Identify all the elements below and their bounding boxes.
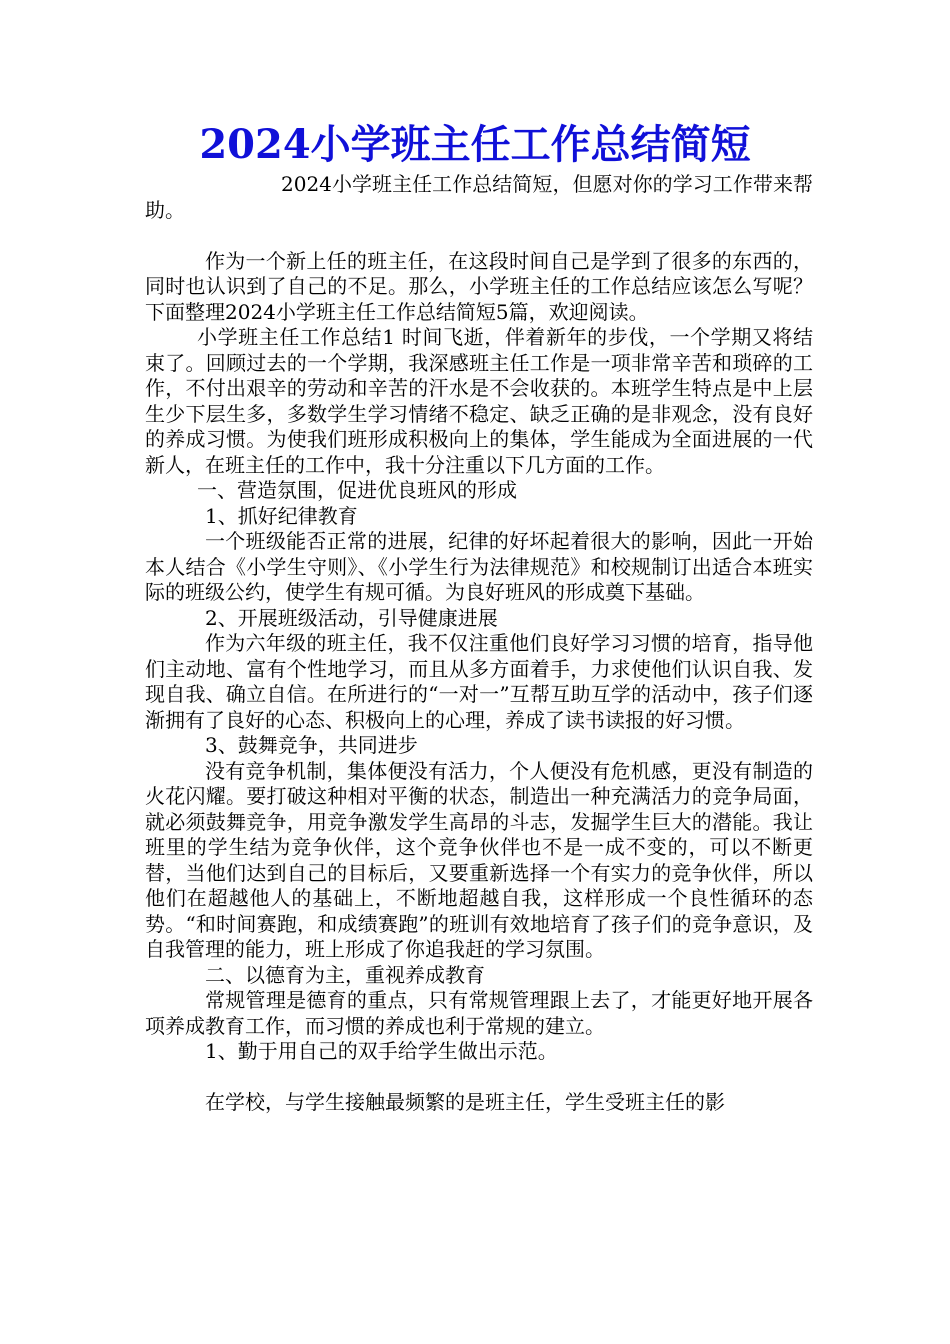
body-paragraph: 作为一个新上任的班主任，在这段时间自己是学到了很多的东西的，同时也认识到了自己的不足。那么，小学班主任的工作总结应该怎么写呢？下面整理2024小学班主任工作总结简短5篇，欢迎阅读。 bbox=[145, 248, 813, 324]
blank-line bbox=[145, 223, 813, 249]
subsection-heading: 3、鼓舞竞争，共同进步 bbox=[205, 733, 418, 757]
body-paragraph: 没有竞争机制，集体便没有活力，个人便没有危机感，更没有制造的火花闪耀。要打破这种相对平衡的状态，制造出一种充满活力的竞争局面，就必须鼓舞竞争，用竞争激发学生高昂的斗志，发掘学生巨大的潜能。我让班里的学生结为竞争伙伴，这个竞争伙伴也不是一成不变的，可以不断更替，当他们达到自己的目标后，又要重新选择一个有实力的竞争伙伴，所以他们在超越他人的基础上，不断地超越自我，这样形成一个良性循环的态势。“和时间赛跑，和成绩赛跑”的班训有效地培育了孩子们的竞争意识，及自我管理的能力，班上形成了你追我赶的学习氛围。 bbox=[145, 758, 813, 961]
body-paragraph: 常规管理是德育的重点，只有常规管理跟上去了，才能更好地开展各项养成教育工作，而习惯的养成也利于常规的建立。 bbox=[145, 988, 813, 1038]
body-paragraph: 一个班级能否正常的进展，纪律的好坏起着很大的影响，因此一开始本人结合《小学生守则》、《小学生行为法律规范》和校规制订出适合本班实际的班级公约，使学生有规可循。为良好班风的形成奠下基础。 bbox=[145, 529, 813, 604]
subsection-heading: 1、勤于用自己的双手给学生做出示范。 bbox=[205, 1039, 558, 1063]
blank-line bbox=[145, 1065, 813, 1091]
document-body bbox=[145, 172, 813, 1116]
body-paragraph: 小学班主任工作总结1 时间飞逝，伴着新年的步伐，一个学期又将结束了。回顾过去的一个学期，我深感班主任工作是一项非常辛苦和琐碎的工作，不付出艰辛的劳动和辛苦的汗水是不会收获的。本班学生特点是中上层生少下层生多，多数学生学习情绪不稳定、缺乏正确的是非观念，没有良好的养成习惯。为使我们班形成积极向上的集体，学生能成为全面进展的一代新人，在班主任的工作中，我十分注重以下几方面的工作。 bbox=[145, 325, 813, 477]
body-paragraph: 在学校，与学生接触最频繁的是班主任，学生受班主任的影 bbox=[205, 1090, 725, 1114]
subsection-heading: 2、开展班级活动，引导健康进展 bbox=[205, 605, 498, 630]
section-heading: 二、以德育为主，重视养成教育 bbox=[205, 962, 485, 987]
subsection-heading: 1、抓好纪律教育 bbox=[205, 503, 358, 528]
body-paragraph: 作为六年级的班主任，我不仅注重他们良好学习习惯的培育，指导他们主动地、富有个性地学习，而且从多方面着手，力求使他们认识自我、发现自我、确立自信。在所进行的“一对一”互帮互助互学的活动中，孩子们逐渐拥有了良好的心态、积极向上的心理，养成了读书读报的好习惯。 bbox=[145, 631, 813, 732]
document-title: 2024小学班主任工作总结简短 bbox=[199, 121, 751, 168]
section-heading: 一、营造氛围，促进优良班风的形成 bbox=[197, 478, 517, 502]
intro-paragraph: 2024小学班主任工作总结简短，但愿对你的学习工作带来帮助。 bbox=[145, 172, 813, 222]
